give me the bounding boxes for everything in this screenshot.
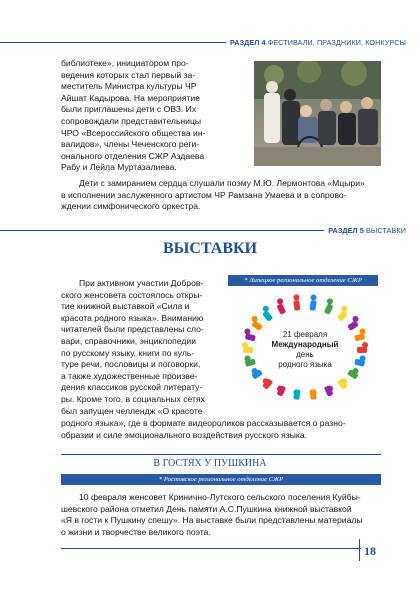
header-section: РАЗДЕЛ 4: [230, 38, 266, 47]
text-line: ры. Кроме того, в социальных сетях: [61, 393, 205, 404]
text-line: образии и силе эмоционального воздействия русского языка.: [61, 429, 308, 440]
header-topic: ВЫСТАВКИ: [365, 226, 406, 235]
text-line: Рабу и Лейла Муртазалиева.: [61, 162, 177, 173]
subsection-rule-top: [61, 454, 381, 455]
text-line: был запущен челлендж «О красоте: [61, 405, 203, 416]
poster-figure-head: [341, 306, 347, 312]
language-day-poster: [232, 290, 378, 410]
pushkin-credit: * Ростовское региональное отделение СЖР: [61, 474, 381, 485]
header-rule: [0, 42, 226, 43]
header-section: РАЗДЕЛ 5: [328, 226, 364, 235]
text-line: о жизни и творчестве великого поэта.: [61, 526, 211, 537]
text-line: тие книжной выставкой «Сила и: [61, 301, 190, 312]
event-photo: [254, 61, 381, 166]
subsection-title: В ГОСТЯХ У ПУШКИНА: [153, 458, 267, 469]
text-line: онального отделения СЖР Аздаева: [61, 150, 205, 161]
header-rule: [0, 230, 324, 231]
section-title: ВЫСТАВКИ: [162, 240, 258, 257]
text-line: а также художественные произве-: [61, 370, 198, 381]
event-photo-illustration: [254, 61, 381, 166]
text-line: Айшат Кадырова. На мероприятие: [61, 92, 200, 103]
text-line: в исполнении заслуженного артистом ЧР Рамзана Умаева и в сопрово-: [61, 189, 347, 200]
intro-continuation: [61, 178, 381, 213]
text-line: При активном участии Добров-: [79, 278, 204, 288]
text-line: красота родного языка». Вниманию: [61, 312, 204, 323]
poster-figure-body: [262, 310, 273, 321]
text-line: меститель Министра культуры ЧР: [61, 81, 197, 92]
header-text: [230, 38, 406, 47]
exhibit-credit: * Липецкое региональное отделение СЖР: [228, 275, 378, 286]
poster-line: день: [296, 350, 314, 359]
text-line: шевского района отметил День памяти А.С.Пушкина книжной выставкой: [61, 503, 352, 514]
text-line: родного языка», где в формате видеороликов рассказывается о разно-: [61, 418, 346, 428]
header-topic: ФЕСТИВАЛИ, ПРАЗДНИКИ, КОНКУРСЫ: [267, 38, 406, 47]
text-line: по русскому языку, книги по куль-: [61, 347, 195, 358]
poster-figure-body: [277, 303, 287, 315]
page-number: 18: [364, 544, 376, 558]
poster-line: родного языка: [278, 360, 332, 369]
text-line: читателей были представлены сло-: [61, 324, 204, 335]
poster-figure-body: [324, 303, 334, 315]
running-header-top: [0, 38, 420, 47]
footer-rule: [61, 548, 361, 549]
text-line: вари, справочники, энциклопедии: [61, 335, 196, 346]
footer-divider: [359, 539, 360, 561]
poster-caption: [232, 330, 378, 370]
text-line: ского женсовета состоялось откры-: [61, 289, 203, 300]
poster-line: Международный: [271, 340, 339, 349]
poster-figure-head: [252, 316, 258, 322]
exhibit-paragraph: [61, 278, 225, 417]
exhibit-continuation: [61, 418, 381, 441]
text-line: ЧРО «Всероссийского общества ин-: [61, 127, 206, 138]
intro-paragraph: [61, 58, 247, 174]
pushkin-paragraph: [61, 492, 381, 538]
text-line: ведения которых стал первый за-: [61, 69, 196, 80]
text-line: туре речи, пословицы и поговорки,: [61, 359, 201, 370]
poster-figure-head: [311, 294, 317, 300]
text-line: 10 февраля женсовет Кринично-Лутского сельского поселения Куйбы-: [79, 492, 361, 502]
text-line: были приглашены дети с ОВЗ. Их: [61, 104, 197, 115]
poster-line: 21 февраля: [282, 330, 328, 339]
header-text: [328, 226, 406, 235]
text-line: ждении симфонического оркестра.: [61, 201, 201, 212]
poster-figure-head: [263, 306, 269, 312]
poster-figure-head: [293, 294, 299, 300]
poster-figure-head: [352, 316, 358, 322]
running-header-mid: [0, 226, 420, 235]
text-line: сопровождали представительницы: [61, 115, 202, 126]
poster-figure-body: [309, 300, 316, 311]
poster-figure-body: [337, 310, 348, 321]
poster-figure-head: [277, 298, 283, 304]
poster-figure-head: [327, 298, 333, 304]
text-line: дения классиков русской литерату-: [61, 382, 203, 393]
text-line: валидов», члены Чеченского реги-: [61, 139, 200, 150]
text-line: библиотеке», инициатором про-: [61, 58, 189, 68]
text-line: Дети с замиранием сердца слушали поэму М.Ю. Лермонтова «Мцыри»: [79, 178, 365, 188]
poster-figure-body: [293, 300, 300, 311]
text-line: «Я в гости к Пушкину спешу». На выставке были представлены материалы: [61, 515, 363, 526]
